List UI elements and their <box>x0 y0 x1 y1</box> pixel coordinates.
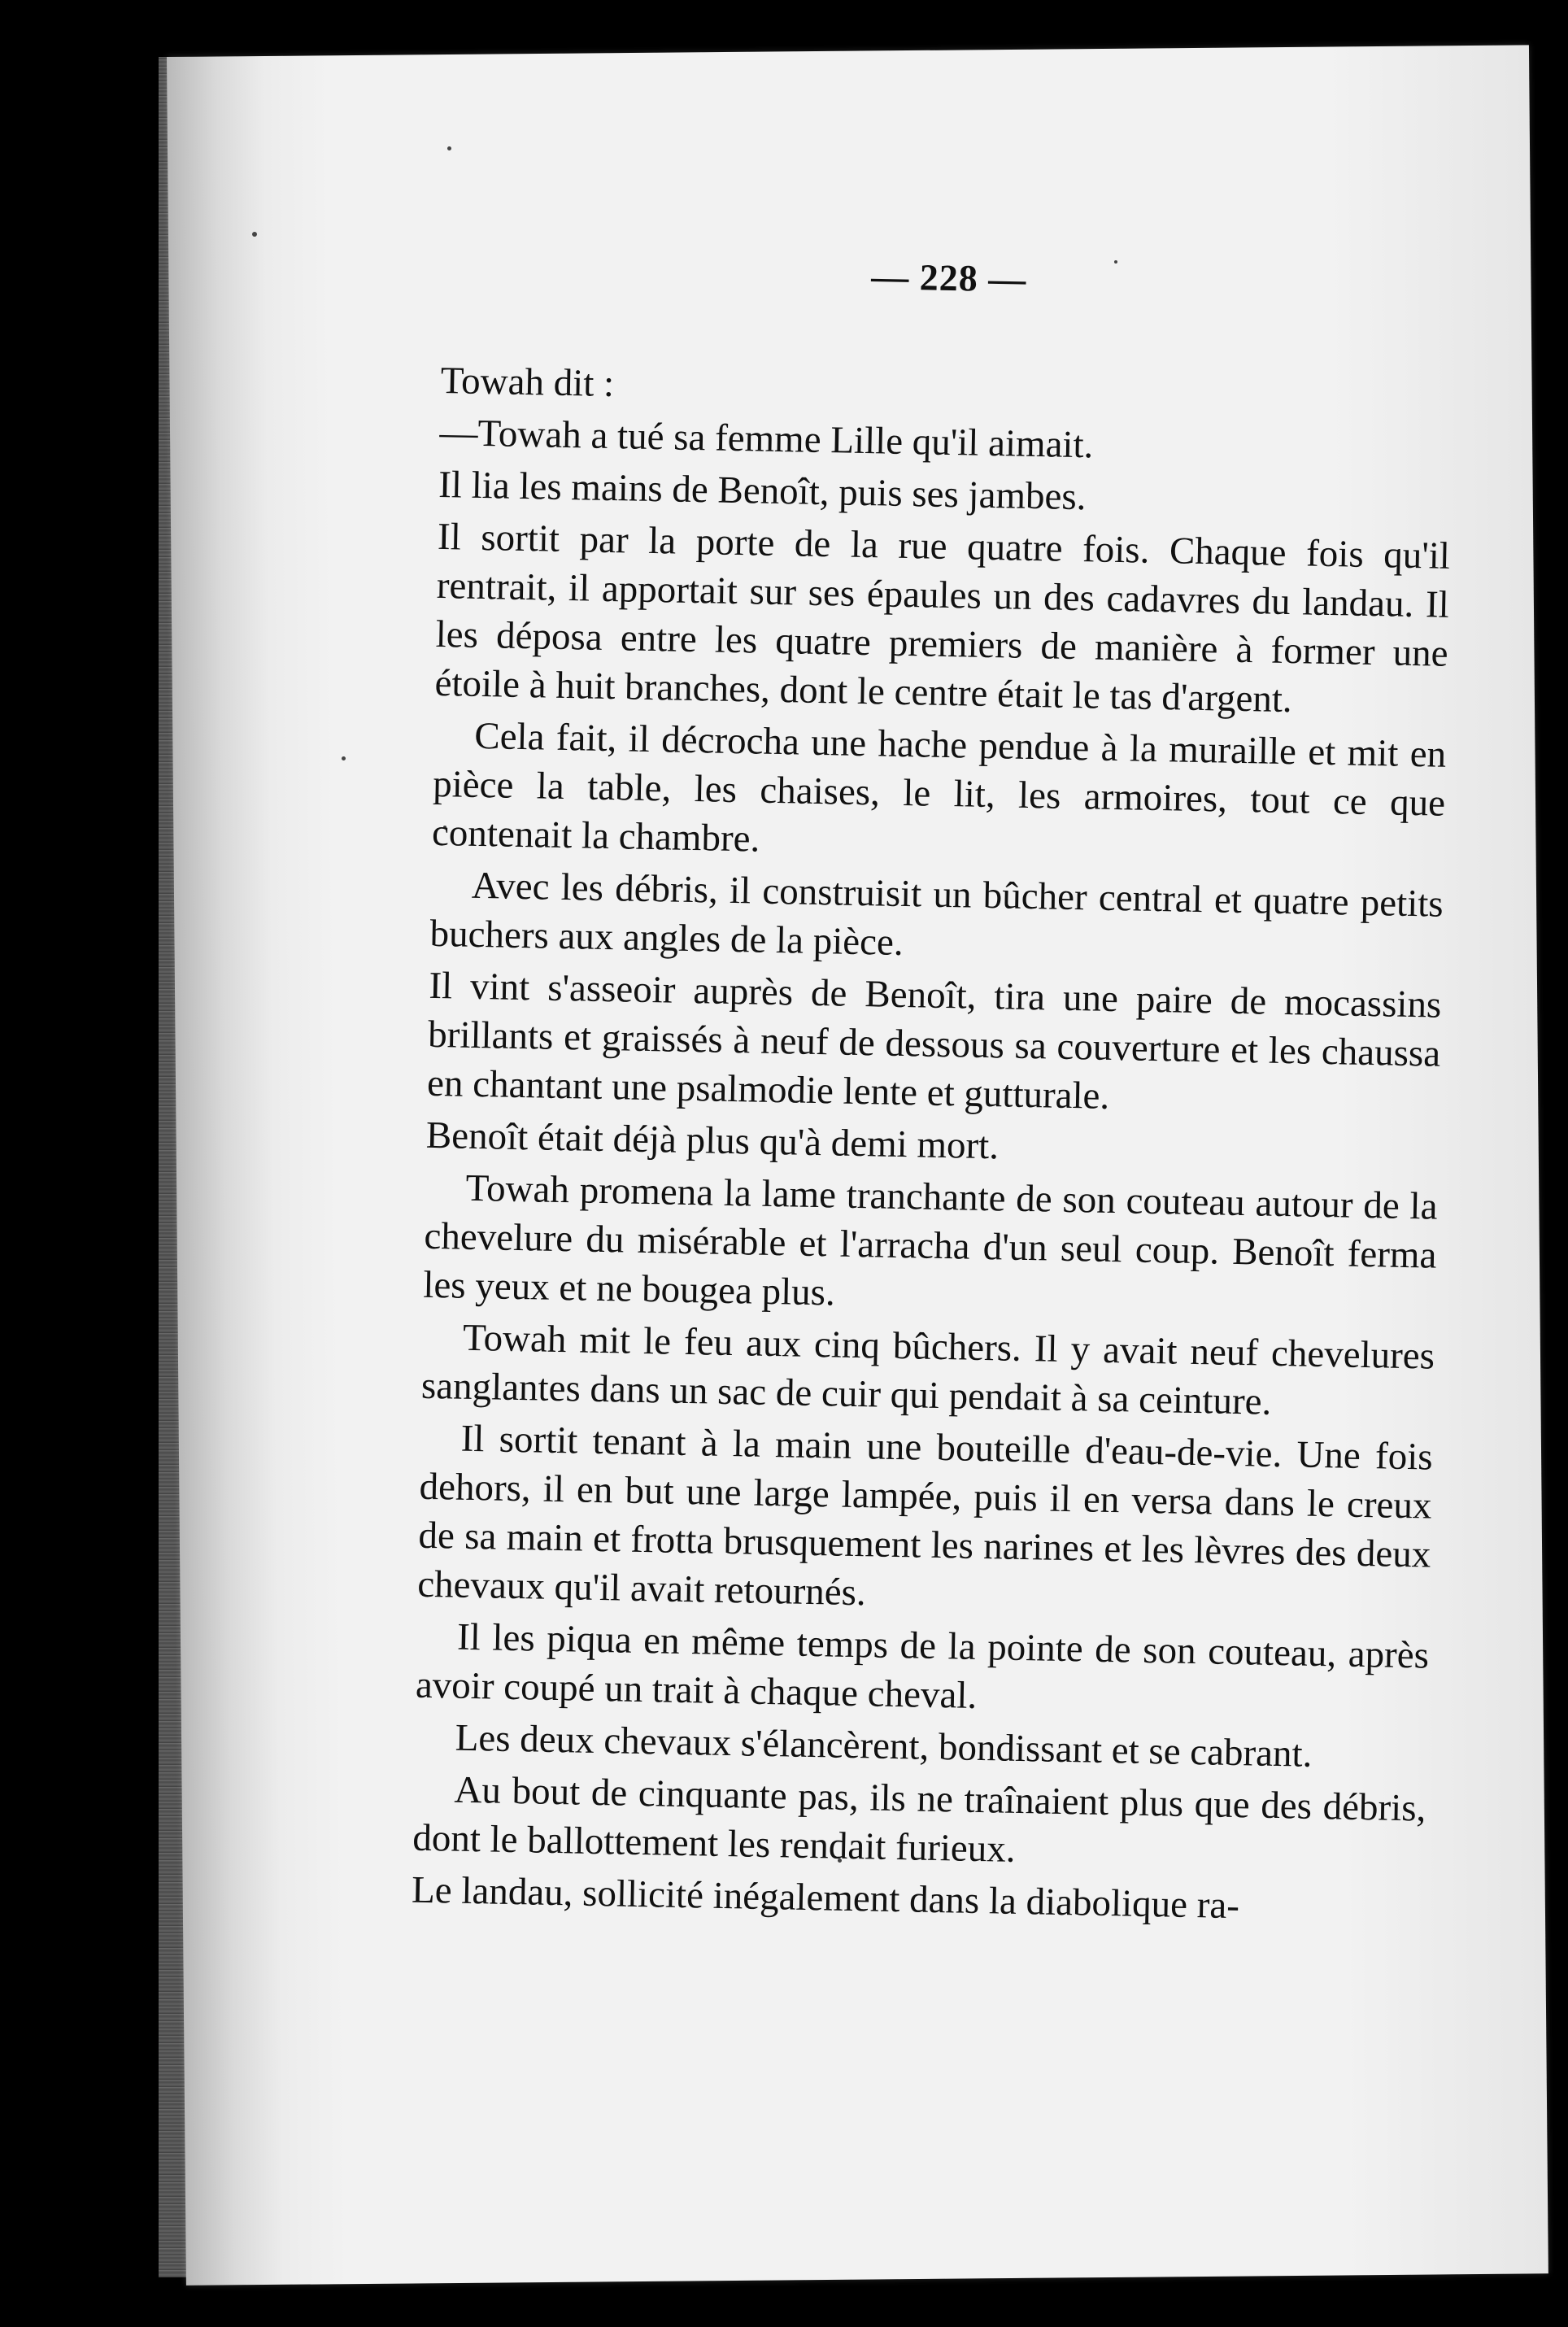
paragraph-11: Il sortit tenant à la main une bouteille d'eau-de-vie. Une fois dehors, il en but une large lampée, puis il en versa dans le creux de sa main et frotta brusquement les narines et les lèvres des deux chevaux qu'il avait retournés. <box>416 1417 1434 1615</box>
paragraph-6: Avec les débris, il construisit un bûcher central et quatre petits buchers aux angles de la pièce. <box>429 864 1444 965</box>
page-number: — 228 — <box>870 255 1027 300</box>
paragraph-3: Il lia les mains de Benoît, puis ses jambes. <box>438 463 1087 519</box>
paragraph-12: Il les piqua en même temps de la pointe de son couteau, après avoir coupé un trait à chaque cheval. <box>415 1615 1430 1717</box>
paragraph-15: Le landau, sollicité inégalement dans la diabolique ra- <box>411 1868 1240 1928</box>
paragraph-7: Il vint s'asseoir auprès de Benoît, tira une paire de mocassins brillants et graissés à neuf de dessous sa couverture et les chaussa en chantant une psalmodie lente et gutturale. <box>426 964 1442 1118</box>
paragraph-13: Les deux chevaux s'élancèrent, bondissant et se cabrant. <box>455 1716 1313 1776</box>
paragraph-10: Towah mit le feu aux cinq bûchers. Il y avait neuf chevelures sanglantes dans un sac de cuir qui pendait à sa ceinture. <box>420 1316 1435 1423</box>
paragraph-2: —Towah a tué sa femme Lille qu'il aimait. <box>439 411 1094 467</box>
paragraph-14: Au bout de cinquante pas, ils ne traînaient plus que des débris, dont le ballottement les rendait furieux. <box>412 1768 1426 1871</box>
paragraph-1: Towah dit : <box>440 359 615 406</box>
paragraph-9: Towah promena la lame tranchante de son couteau autour de la chevelure du misérable et l'arracha d'un seul coup. Benoît ferma les yeux et ne bougea plus. <box>422 1166 1439 1314</box>
paragraph-5: Cela fait, il décrocha une hache pendue à la muraille et mit en pièce la table, les chaises, le lit, les armoires, tout ce que contenait la chambre. <box>431 714 1447 861</box>
paragraph-4: Il sortit par la porte de la rue quatre fois. Chaque fois qu'il rentrait, il apportait sur ses épaules un des cadavres du landau. Il les déposa entre les quatre premiers de manière à former une étoile à huit branches, dont le centre était le tas d'argent. <box>434 515 1451 721</box>
paragraph-8: Benoît était déjà plus qu'à demi mort. <box>425 1113 1000 1168</box>
page-content <box>412 244 1456 1934</box>
